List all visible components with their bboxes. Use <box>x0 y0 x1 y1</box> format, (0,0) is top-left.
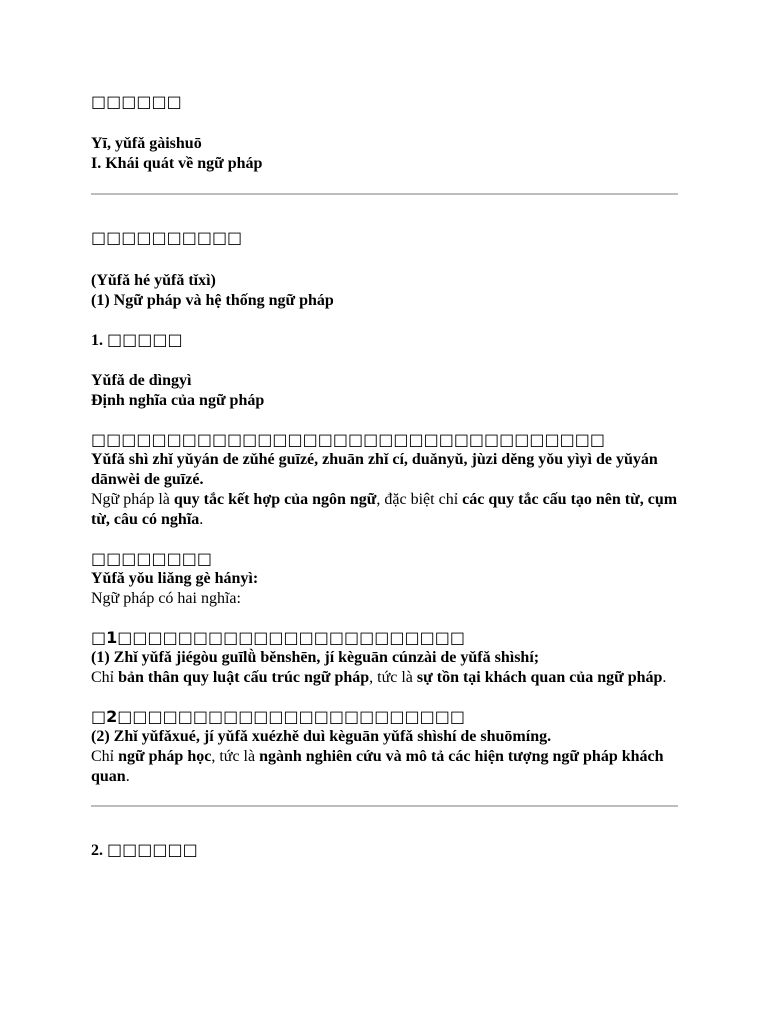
text-run-bold: ngành nghiên cứu và mô tả các hiện tượng ngữ pháp khách quan <box>91 748 664 785</box>
text-run: , tức là <box>369 669 417 686</box>
paragraph-two-meanings-pinyin: Yǔfǎ yǒu liǎng gè hányì: <box>91 570 259 587</box>
paragraph-meaning-two-pinyin: (2) Zhǐ yǔfǎxué, jí yǔfǎ xuézhě duì kèguān yǔfǎ shìshí de shuōmíng. <box>91 728 552 745</box>
heading-number: 2. <box>91 842 107 859</box>
text-run: , tức là <box>211 748 260 765</box>
heading-definition-vietnamese: Định nghĩa của ngữ pháp <box>91 392 265 409</box>
text-run: , đặc biệt chỉ <box>376 491 463 508</box>
text-run: . <box>199 511 204 528</box>
paragraph-two-meanings-cjk: □□□□□□□□ <box>91 549 212 568</box>
text-run: Chỉ <box>91 748 119 765</box>
text-run-bold: sự tồn tại khách quan của ngữ pháp <box>416 669 663 686</box>
subsection-title-cjk: □□□□□□□□□□ <box>91 228 243 247</box>
heading-system <box>91 840 681 861</box>
document-page <box>91 92 681 861</box>
text-run-bold: các quy tắc cấu tạo nên từ, cụm từ, câu có nghĩa <box>91 491 678 528</box>
heading-definition <box>91 330 681 351</box>
heading-definition-pinyin: Yǔfǎ de dìngyì <box>91 372 192 389</box>
paragraph-meaning-one-pinyin: (1) Zhǐ yǔfǎ jiégòu guīlǜ běnshēn, jí kèguān cúnzài de yǔfǎ shìshí; <box>91 649 540 666</box>
paragraph-meaning-one-vietnamese <box>91 668 681 688</box>
text-run-bold: quy tắc kết hợp của ngôn ngữ <box>173 491 377 508</box>
text-run-bold: bản thân quy luật cấu trúc ngữ pháp <box>118 669 370 686</box>
text-run: Chỉ <box>91 669 119 686</box>
subsection-title-pinyin: (Yǔfǎ hé yǔfǎ tǐxì) <box>91 272 216 289</box>
title-cjk: □□□□□□ <box>91 92 182 111</box>
text-run: Ngữ pháp là <box>91 491 174 508</box>
subsection-title-vietnamese: (1) Ngữ pháp và hệ thống ngữ pháp <box>91 292 334 309</box>
paragraph-definition-vietnamese <box>91 490 681 530</box>
paragraph-definition-pinyin: Yǔfǎ shì zhǐ yǔyán de zǔhé guīzé, zhuān zhǐ cí, duǎnyǔ, jùzi děng yǒu yìyì de yǔyán dānwèi de guīzé. <box>91 451 658 488</box>
text-run: . <box>662 669 667 686</box>
paragraph-meaning-two-vietnamese <box>91 747 681 787</box>
heading-cjk: □□□□□□ <box>107 840 198 859</box>
heading-number: 1. <box>91 332 107 349</box>
title-pinyin: Yī, yǔfǎ gàishuō <box>91 135 202 152</box>
text-run-bold: ngữ pháp học <box>118 748 212 765</box>
paragraph-definition-cjk: □□□□□□□□□□□□□□□□□□□□□□□□□□□□□□□□□□ <box>91 430 605 449</box>
paragraph-two-meanings-vietnamese: Ngữ pháp có hai nghĩa: <box>91 590 241 607</box>
paragraph-meaning-two-cjk: □2□□□□□□□□□□□□□□□□□□□□□□□ <box>91 707 465 726</box>
heading-cjk: □□□□□ <box>107 330 183 349</box>
text-run: . <box>125 768 130 785</box>
paragraph-meaning-one-cjk: □1□□□□□□□□□□□□□□□□□□□□□□□ <box>91 628 465 647</box>
title-vietnamese: I. Khái quát về ngữ pháp <box>91 155 263 172</box>
